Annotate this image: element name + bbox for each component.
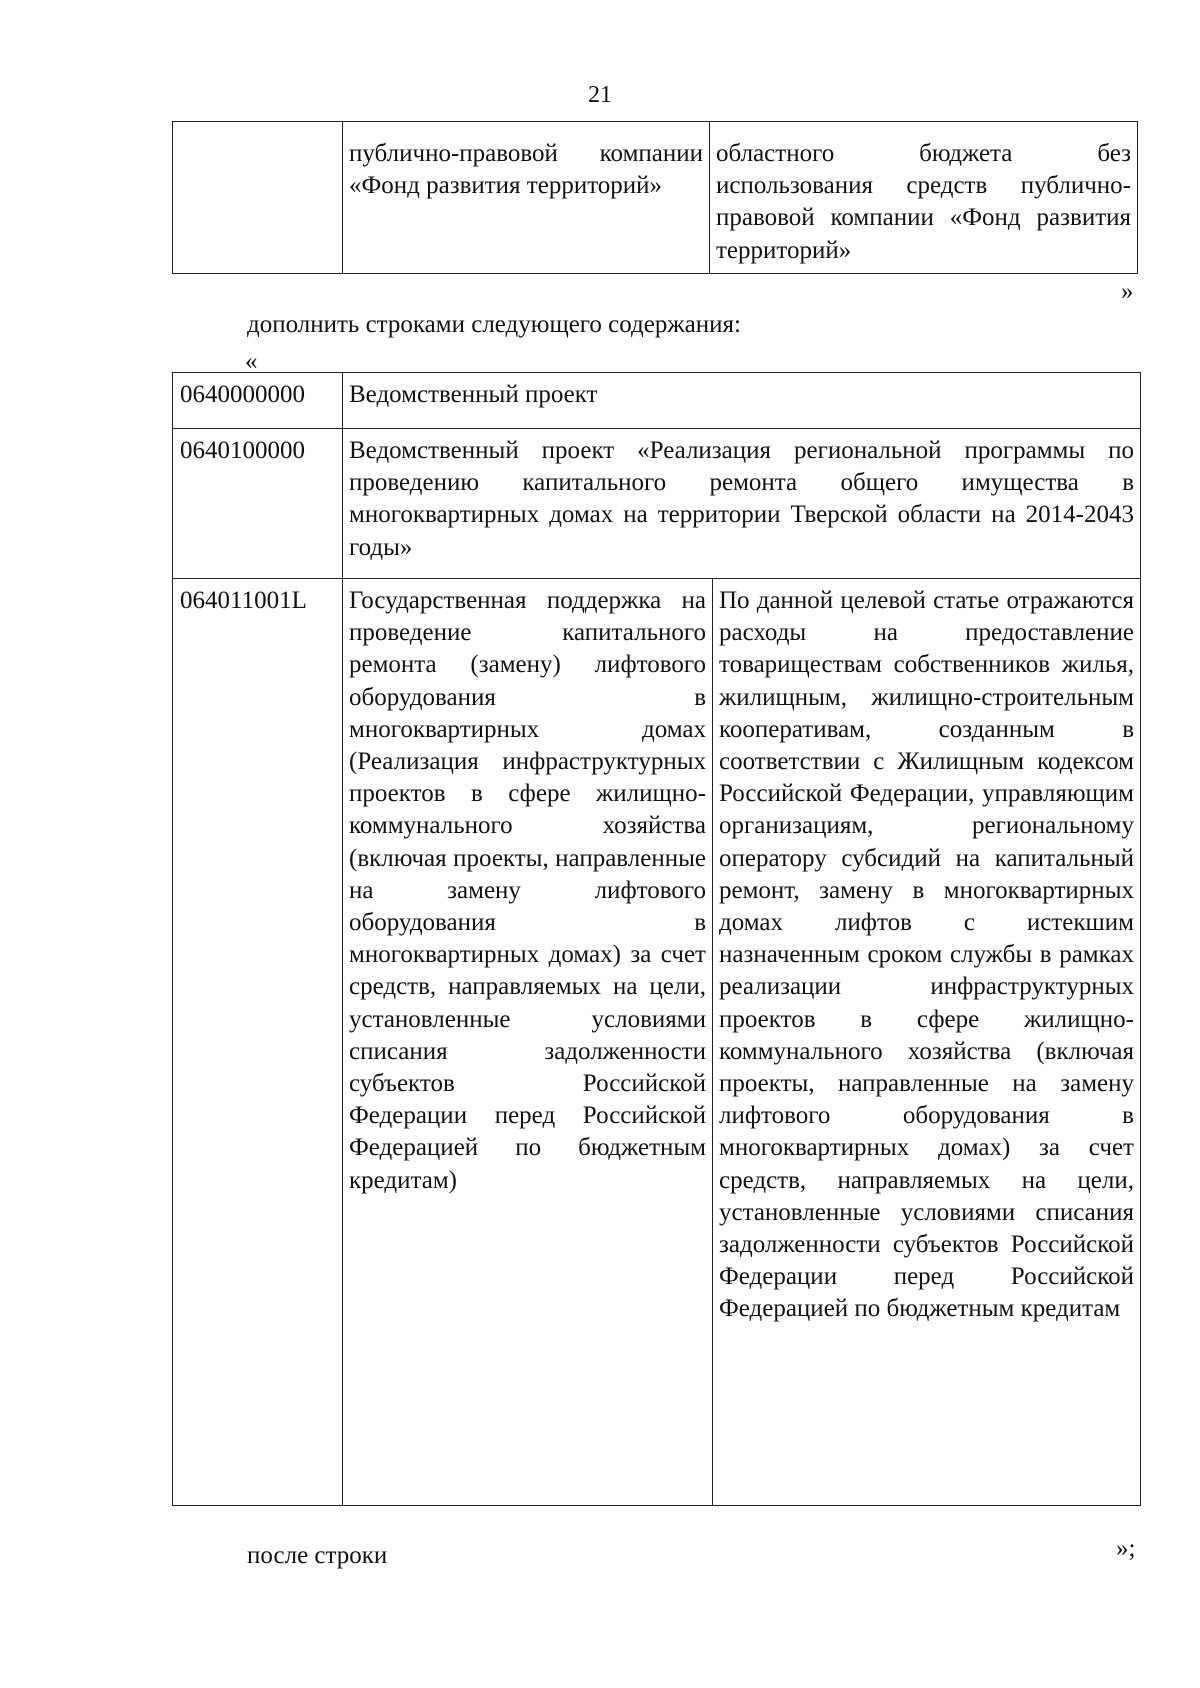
table-row (173, 579, 1141, 1506)
closing-quote: » (1121, 278, 1134, 305)
code-cell (173, 122, 343, 274)
code-cell: 0640100000 (173, 429, 343, 579)
name-cell: Государственная поддержка на проведение капитального ремонта (замену) лифтового оборудования в многоквартирных домах (Реализация инфраструктурных проектов в сфере жилищно-коммунального хозяйства (включая проекты, направленные на замену лифтового оборудования в многоквартирных домах) за счет средств, направляемых на цели, установленные условиями списания задолженности субъектов Российской Федерации перед Российской Федерацией по бюджетным кредитам) (343, 579, 713, 1506)
table-row (173, 122, 1138, 274)
previous-rows-table (172, 121, 1138, 274)
name-cell: Ведомственный проект «Реализация региональной программы по проведению капитального ремонта общего имущества в многоквартирных домах на территории Тверской области на 2014-2043 годы» (343, 429, 1141, 579)
instruction-text: дополнить строками следующего содержания: (247, 311, 741, 338)
new-rows-table (172, 372, 1141, 1506)
opening-quote: « (245, 348, 258, 375)
description-cell: По данной целевой статье отражаются расходы на предоставление товариществам собственников жилья, жилищным, жилищно-строительным кооперативам, созданным в соответствии с Жилищным кодексом Российской Федерации, управляющим организациям, региональному оператору субсидий на капитальный ремонт, замену в многоквартирных домах лифтов с истекшим назначенным сроком службы в рамках реализации инфраструктурных проектов в сфере жилищно-коммунального хозяйства (включая проекты, направленные на замену лифтового оборудования в многоквартирных домах) за счет средств, направляемых на цели, установленные условиями списания задолженности субъектов Российской Федерации перед Российской Федерацией по бюджетным кредитам (713, 579, 1141, 1506)
description-cell: областного бюджета без использования средств публично-правовой компании «Фонд развития территорий» (710, 122, 1138, 274)
page-number: 21 (588, 82, 612, 108)
table-row (173, 373, 1141, 429)
after-text: после строки (247, 1542, 388, 1569)
table-row (173, 429, 1141, 579)
name-cell: Ведомственный проект (343, 373, 1141, 429)
code-cell: 064011001L (173, 579, 343, 1506)
name-cell: публично-правовой компании «Фонд развития территорий» (343, 122, 710, 274)
closing-quote: »; (1116, 1535, 1136, 1562)
code-cell: 0640000000 (173, 373, 343, 429)
